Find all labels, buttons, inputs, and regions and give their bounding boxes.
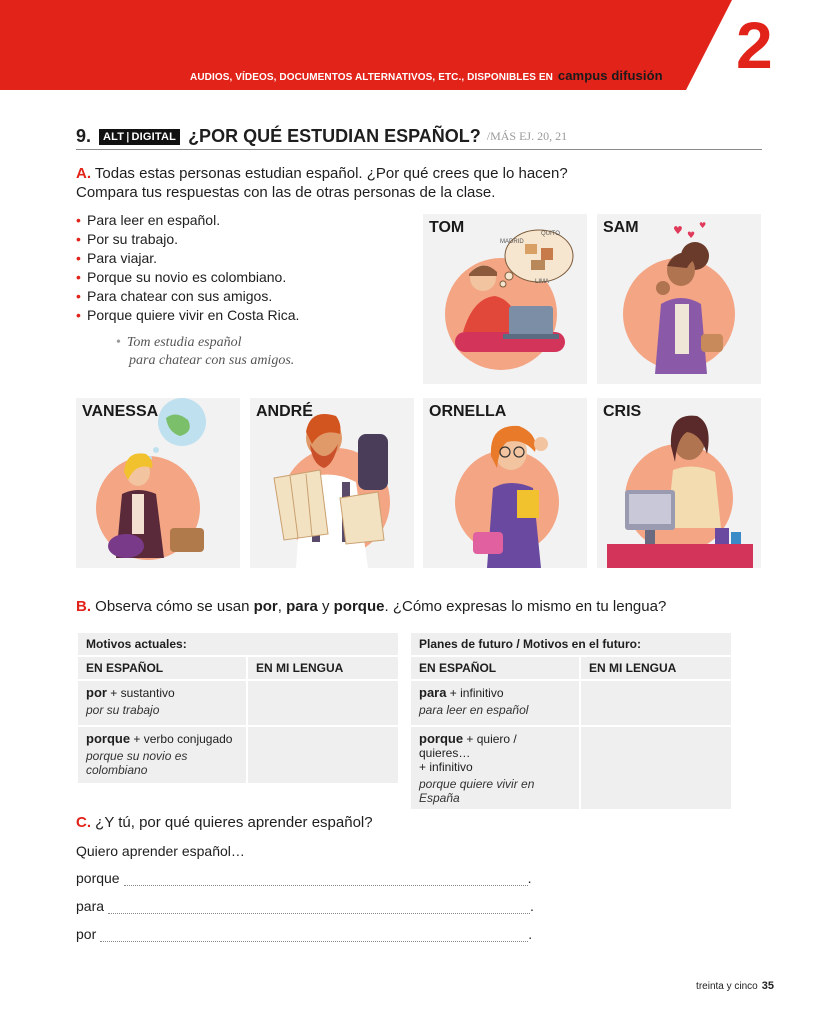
card-name: SAM xyxy=(603,219,639,236)
table-row: porque + quiero / quieres… + infinitivo porque quiere vivir en España xyxy=(411,727,733,811)
heart-icon: ♥ xyxy=(673,224,683,237)
table-title: Motivos actuales: xyxy=(78,633,400,657)
section-number: 9. xyxy=(76,126,92,146)
heart-icon: ♥ xyxy=(687,231,696,241)
answer-cell[interactable] xyxy=(581,681,733,727)
column-header: EN ESPAÑOL xyxy=(78,657,248,681)
tom-illustration xyxy=(423,214,587,384)
line-label: para xyxy=(76,898,105,914)
part-a-line2: Compara tus respuestas con las de otras personas de la clase. xyxy=(76,184,496,201)
chapter-number: 2 xyxy=(736,8,773,82)
column-header: EN MI LENGUA xyxy=(581,657,733,681)
part-b-instructions: B. Observa cómo se usan por, para y porque. ¿Cómo expresas lo mismo en tu lengua? xyxy=(76,598,667,615)
example-line2: para chatear con sus amigos. xyxy=(129,353,295,368)
list-item: • Porque su novio es colombiano. xyxy=(76,269,287,285)
banner-text: AUDIOS, VÍDEOS, DOCUMENTOS ALTERNATIVOS, ETC., DISPONIBLES EN xyxy=(190,72,553,83)
answer-cell[interactable] xyxy=(581,727,733,811)
page-number-text: treinta y cinco xyxy=(696,981,758,992)
ornella-illustration xyxy=(423,398,587,568)
table-future-reasons xyxy=(411,633,733,811)
column-header: EN MI LENGUA xyxy=(248,657,400,681)
card-name: ANDRÉ xyxy=(256,403,313,420)
heart-icon: ♥ xyxy=(699,221,707,230)
section-title xyxy=(76,124,762,150)
badge-left: ALT xyxy=(103,130,125,143)
cris-illustration xyxy=(597,398,761,568)
vanessa-illustration xyxy=(76,398,240,568)
part-c-text: ¿Y tú, por qué quieres aprender español? xyxy=(95,814,373,831)
resources-banner xyxy=(190,68,663,83)
sam-illustration xyxy=(597,214,761,384)
line-label: porque xyxy=(76,870,120,886)
part-b-text: Observa cómo se usan xyxy=(95,598,254,615)
card-tom xyxy=(423,214,587,384)
bubble-lima: LIMA xyxy=(535,279,550,285)
bubble-quito: QUITO xyxy=(541,231,560,237)
part-c-question xyxy=(76,813,373,832)
answer-cell[interactable] xyxy=(248,727,400,785)
card-ornella xyxy=(423,398,587,568)
table-row: para + infinitivo para leer en español xyxy=(411,681,733,727)
part-c-letter: C. xyxy=(76,814,91,831)
part-b-text-end: . ¿Cómo expresas lo mismo en tu lengua? xyxy=(384,598,667,615)
card-name: VANESSA xyxy=(82,403,159,420)
keyword-porque: porque xyxy=(333,598,385,615)
card-andre xyxy=(250,398,414,568)
part-c-lead: Quiero aprender español… xyxy=(76,843,245,859)
card-cris xyxy=(597,398,761,568)
list-item: • Porque quiere vivir en Costa Rica. xyxy=(76,307,300,323)
card-name: CRIS xyxy=(603,403,642,420)
bubble-madrid: MADRID xyxy=(500,239,524,245)
answer-line-para[interactable]: para . xyxy=(76,898,534,914)
andre-illustration xyxy=(250,398,414,568)
keyword-por: por xyxy=(253,598,278,615)
card-vanessa xyxy=(76,398,240,568)
answer-cell[interactable] xyxy=(248,681,400,727)
table-current-reasons xyxy=(78,633,400,785)
example-line1: Tom estudia español xyxy=(126,335,242,350)
part-a-letter: A. xyxy=(76,165,91,182)
reasons-list xyxy=(76,211,299,325)
card-sam xyxy=(597,214,761,384)
list-item: • Para chatear con sus amigos. xyxy=(76,288,273,304)
example-answer: • Tom estudia español para chatear con sus amigos. xyxy=(116,335,295,368)
badge-right: DIGITAL xyxy=(131,130,177,143)
card-name: TOM xyxy=(429,219,465,236)
answer-line-porque[interactable]: porque . xyxy=(76,870,532,886)
section-heading: ¿POR QUÉ ESTUDIAN ESPAÑOL? xyxy=(188,126,481,146)
campus-difusion-logo[interactable]: campus difusión xyxy=(557,68,663,83)
part-b-letter: B. xyxy=(76,598,91,615)
list-item: • Para viajar. xyxy=(76,250,158,266)
column-header: EN ESPAÑOL xyxy=(411,657,581,681)
card-name: ORNELLA xyxy=(429,403,507,420)
part-a-instructions xyxy=(76,164,568,202)
line-label: por xyxy=(76,926,97,942)
list-item: • Para leer en español. xyxy=(76,212,221,228)
table-row: porque + verbo conjugado porque su novio es colombiano xyxy=(78,727,400,785)
table-title: Planes de futuro / Motivos en el futuro: xyxy=(411,633,733,657)
page-footer xyxy=(696,980,774,992)
exercise-reference: /MÁS EJ. 20, 21 xyxy=(486,129,568,143)
answer-line-por[interactable]: por . xyxy=(76,926,533,942)
alt-digital-badge[interactable]: ALT | DIGITAL xyxy=(99,129,180,145)
table-row: por + sustantivo por su trabajo xyxy=(78,681,400,727)
part-a-line1: Todas estas personas estudian español. ¿Por qué crees que lo hacen? xyxy=(94,165,568,182)
keyword-para: para xyxy=(286,598,318,615)
list-item: • Por su trabajo. xyxy=(76,231,179,247)
page-header xyxy=(0,0,838,92)
page-number: 35 xyxy=(761,980,774,992)
